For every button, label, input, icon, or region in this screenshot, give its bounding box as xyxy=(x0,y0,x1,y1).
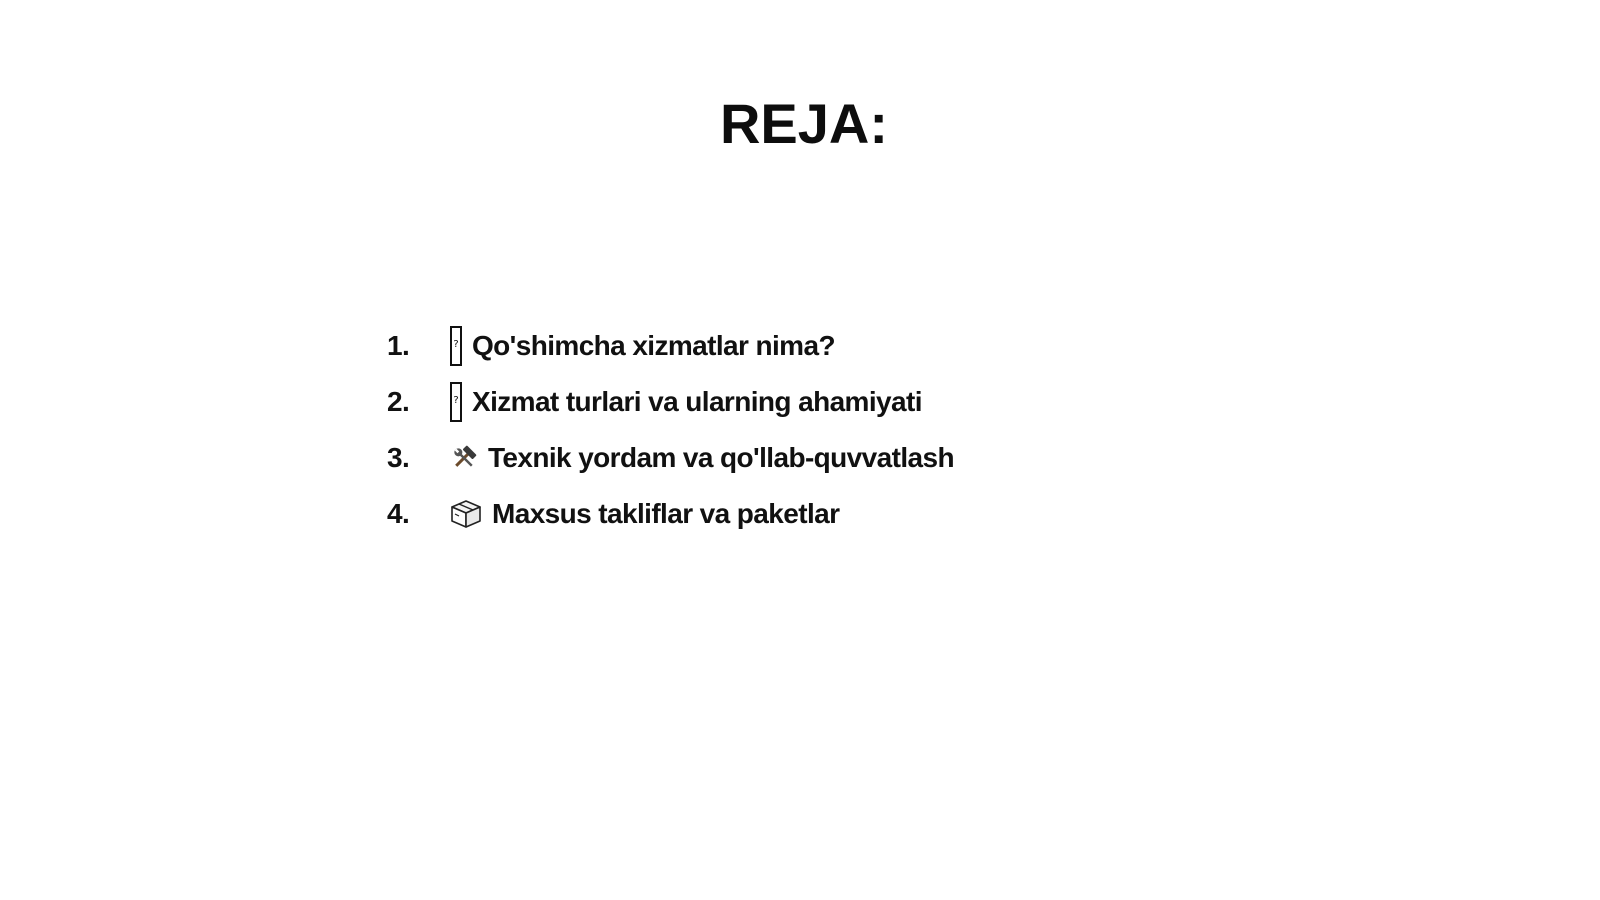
item-number: 3. xyxy=(387,442,410,473)
item-number: 1. xyxy=(387,330,410,361)
item-number: 4. xyxy=(387,498,410,529)
item-number: 2. xyxy=(387,386,410,417)
list-item xyxy=(387,486,1287,542)
hammer-wrench-icon xyxy=(450,438,478,478)
plan-list xyxy=(387,318,1287,542)
slide-title: REJA: xyxy=(719,92,889,155)
item-label: Maxsus takliflar va paketlar xyxy=(492,498,840,529)
package-box-icon xyxy=(450,494,482,534)
list-item xyxy=(387,374,1287,430)
item-label: Texnik yordam va qo'llab-quvvatlash xyxy=(488,442,954,473)
list-item xyxy=(387,318,1287,374)
item-label: Qo'shimcha xizmatlar nima? xyxy=(472,330,835,361)
list-item xyxy=(387,430,1287,486)
item-label: Xizmat turlari va ularning ahamiyati xyxy=(472,386,922,417)
missing-glyph-icon: ? xyxy=(450,326,462,366)
missing-glyph-icon: ? xyxy=(450,382,462,422)
